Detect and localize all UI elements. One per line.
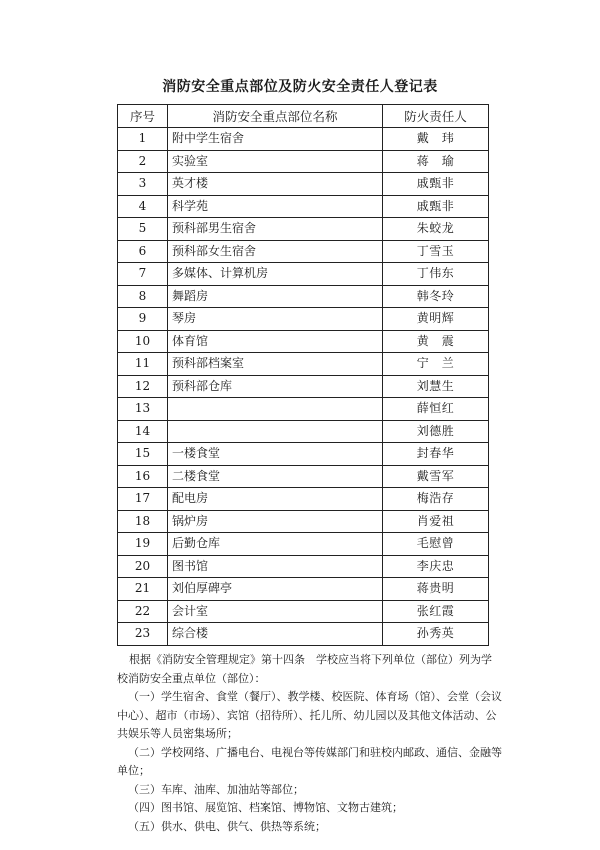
location-name-cell: 图书馆 — [168, 555, 383, 578]
table-row — [118, 375, 489, 398]
table-row — [118, 218, 489, 241]
responsible-person-cell: 朱蛟龙 — [383, 218, 489, 241]
serial-number-cell: 23 — [118, 623, 168, 646]
table-row — [118, 150, 489, 173]
notes-intro: 根据《消防安全管理规定》第十四条 学校应当将下列单位（部位）列为学校消防安全重点单位（部位）： — [117, 653, 492, 685]
table-row — [118, 173, 489, 196]
serial-number-cell: 12 — [118, 375, 168, 398]
location-name-cell: 体育馆 — [168, 330, 383, 353]
serial-number-cell: 8 — [118, 285, 168, 308]
notes-item-1: （一）学生宿舍、食堂（餐厅）、教学楼、校医院、体育场（馆）、会堂（会议中心）、超市（市场）、宾馆（招待所）、托儿所、幼儿园以及其他文体活动、公共娱乐等人员密集场所； — [117, 690, 502, 740]
table-row — [118, 578, 489, 601]
responsible-person-cell: 戚甄非 — [383, 195, 489, 218]
responsible-person-cell: 孙秀英 — [383, 623, 489, 646]
responsible-person-cell: 丁雪玉 — [383, 240, 489, 263]
serial-number-cell: 6 — [118, 240, 168, 263]
responsible-person-cell: 薛恒红 — [383, 398, 489, 421]
responsible-person-cell: 宁 兰 — [383, 353, 489, 376]
location-name-cell: 预科部档案室 — [168, 353, 383, 376]
serial-number-cell: 21 — [118, 578, 168, 601]
serial-number-cell: 2 — [118, 150, 168, 173]
responsible-person-cell: 韩冬玲 — [383, 285, 489, 308]
responsible-person-cell: 毛慰曾 — [383, 533, 489, 556]
location-name-cell: 会计室 — [168, 600, 383, 623]
responsible-person-cell: 戴 玮 — [383, 128, 489, 151]
table-row — [118, 195, 489, 218]
header-location-name: 消防安全重点部位名称 — [168, 105, 383, 128]
serial-number-cell: 11 — [118, 353, 168, 376]
serial-number-cell: 16 — [118, 465, 168, 488]
serial-number-cell: 18 — [118, 510, 168, 533]
table-row — [118, 555, 489, 578]
location-name-cell: 琴房 — [168, 308, 383, 331]
table-row — [118, 420, 489, 443]
table-row — [118, 623, 489, 646]
location-name-cell: 一楼食堂 — [168, 443, 383, 466]
table-row — [118, 353, 489, 376]
location-name-cell: 配电房 — [168, 488, 383, 511]
responsible-person-cell: 黄明辉 — [383, 308, 489, 331]
notes-item-5: （五）供水、供电、供气、供热等系统； — [128, 819, 326, 833]
location-name-cell: 锅炉房 — [168, 510, 383, 533]
header-responsible-person: 防火责任人 — [383, 105, 489, 128]
serial-number-cell: 22 — [118, 600, 168, 623]
table-row — [118, 600, 489, 623]
location-name-cell: 附中学生宿舍 — [168, 128, 383, 151]
serial-number-cell: 1 — [118, 128, 168, 151]
notes-item-4: （四）图书馆、展览馆、档案馆、博物馆、文物古建筑； — [128, 801, 403, 814]
table-row — [118, 488, 489, 511]
serial-number-cell: 5 — [118, 218, 168, 241]
responsible-person-cell: 蒋 瑜 — [383, 150, 489, 173]
responsible-person-cell: 蒋贵明 — [383, 578, 489, 601]
responsible-person-cell: 丁伟东 — [383, 263, 489, 286]
location-name-cell — [168, 420, 383, 443]
serial-number-cell: 7 — [118, 263, 168, 286]
table-row — [118, 465, 489, 488]
page-title: 消防安全重点部位及防火安全责任人登记表 — [162, 79, 438, 95]
serial-number-cell: 3 — [118, 173, 168, 196]
table-row — [118, 128, 489, 151]
responsible-person-cell: 刘德胜 — [383, 420, 489, 443]
location-name-cell: 英才楼 — [168, 173, 383, 196]
location-name-cell: 科学苑 — [168, 195, 383, 218]
notes-item-2: （二）学校网络、广播电台、电视台等传媒部门和驻校内邮政、通信、金融等单位； — [117, 745, 502, 777]
location-name-cell — [168, 398, 383, 421]
serial-number-cell: 17 — [118, 488, 168, 511]
table-body — [118, 128, 489, 646]
table-row — [118, 443, 489, 466]
responsible-person-cell: 封春华 — [383, 443, 489, 466]
table-row — [118, 510, 489, 533]
table-row — [118, 240, 489, 263]
location-name-cell: 舞蹈房 — [168, 285, 383, 308]
serial-number-cell: 9 — [118, 308, 168, 331]
regulation-notes — [117, 651, 502, 836]
location-name-cell: 二楼食堂 — [168, 465, 383, 488]
registration-table — [117, 104, 489, 646]
location-name-cell: 预科部男生宿舍 — [168, 218, 383, 241]
table-row — [118, 308, 489, 331]
table-row — [118, 533, 489, 556]
responsible-person-cell: 肖爱祖 — [383, 510, 489, 533]
serial-number-cell: 15 — [118, 443, 168, 466]
table-row — [118, 330, 489, 353]
table-header-row — [118, 105, 489, 128]
table-row — [118, 285, 489, 308]
serial-number-cell: 4 — [118, 195, 168, 218]
location-name-cell: 多媒体、计算机房 — [168, 263, 383, 286]
location-name-cell: 后勤仓库 — [168, 533, 383, 556]
location-name-cell: 综合楼 — [168, 623, 383, 646]
responsible-person-cell: 戴雪军 — [383, 465, 489, 488]
responsible-person-cell: 黄 震 — [383, 330, 489, 353]
table-row — [118, 263, 489, 286]
location-name-cell: 预科部仓库 — [168, 375, 383, 398]
serial-number-cell: 13 — [118, 398, 168, 421]
responsible-person-cell: 梅浩存 — [383, 488, 489, 511]
responsible-person-cell: 张红霞 — [383, 600, 489, 623]
location-name-cell: 刘伯厚碑亭 — [168, 578, 383, 601]
serial-number-cell: 19 — [118, 533, 168, 556]
responsible-person-cell: 李庆忠 — [383, 555, 489, 578]
responsible-person-cell: 戚甄非 — [383, 173, 489, 196]
table-row — [118, 398, 489, 421]
location-name-cell: 实验室 — [168, 150, 383, 173]
responsible-person-cell: 刘慧生 — [383, 375, 489, 398]
serial-number-cell: 10 — [118, 330, 168, 353]
notes-item-3: （三）车库、油库、加油站等部位； — [128, 782, 304, 796]
header-serial-number: 序号 — [118, 105, 168, 128]
serial-number-cell: 14 — [118, 420, 168, 443]
location-name-cell: 预科部女生宿舍 — [168, 240, 383, 263]
serial-number-cell: 20 — [118, 555, 168, 578]
